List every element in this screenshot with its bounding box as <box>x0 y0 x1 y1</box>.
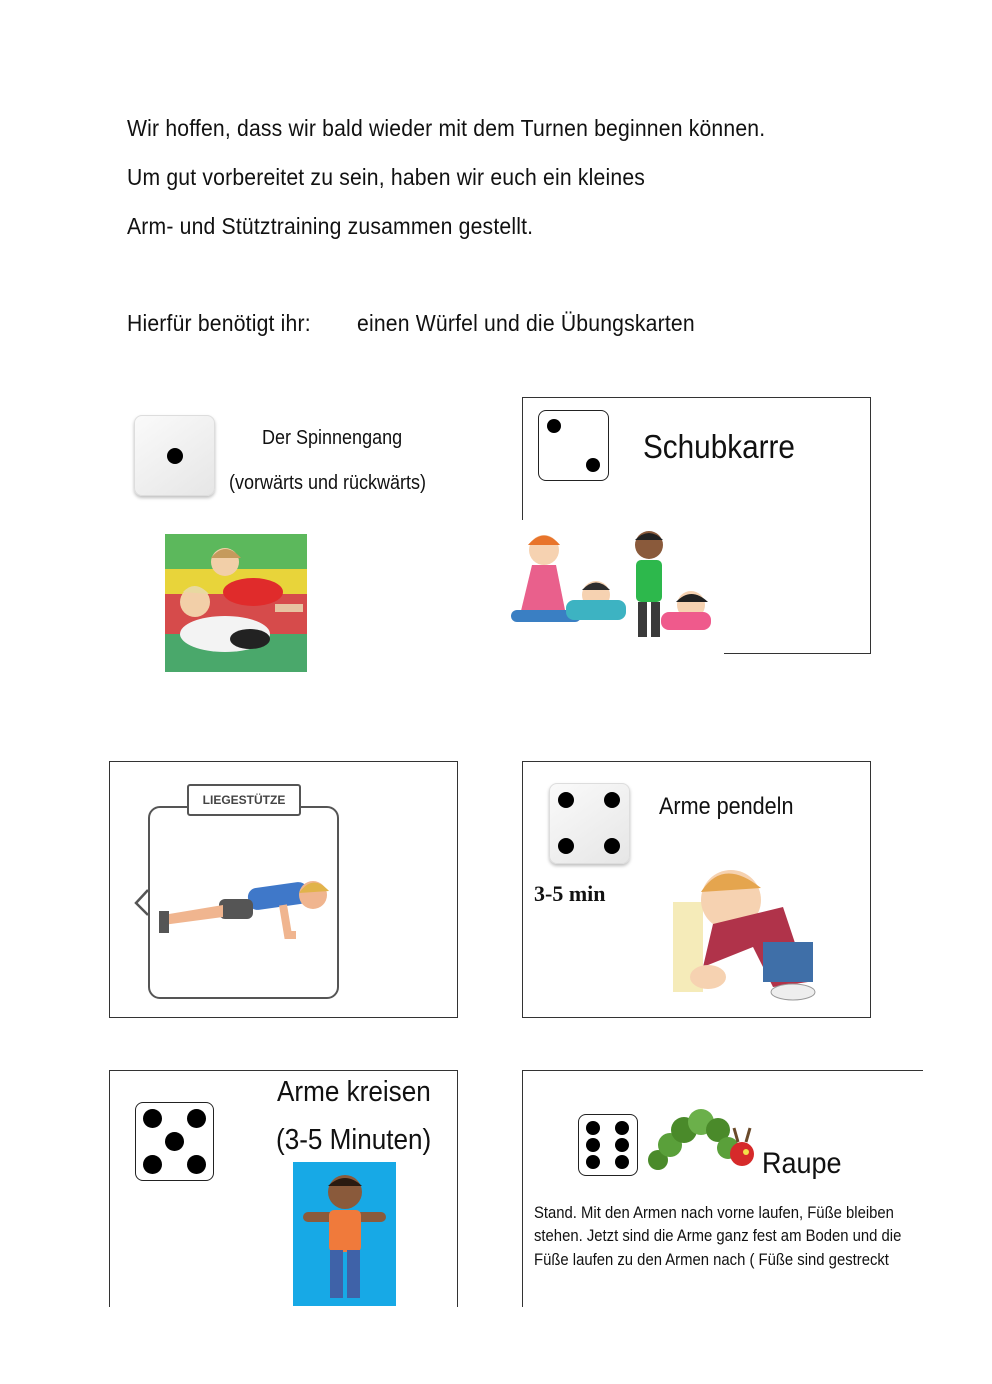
card-five-title: Arme kreisen <box>277 1076 431 1108</box>
card-one-subtitle: (vorwärts und rückwärts) <box>229 472 427 494</box>
arm-swing-illustration <box>673 862 825 1004</box>
card-three-badge: LIEGESTÜTZE <box>187 784 301 816</box>
card-four-duration: 3-5 min <box>534 881 606 906</box>
intro-line-2: Um gut vorbereitet zu sein, haben wir euch ein kleines <box>127 164 646 190</box>
card-six-desc-2: stehen. Jetzt sind die Arme ganz fest am Boden und die <box>534 1227 902 1245</box>
card-five-subtitle: (3-5 Minuten) <box>276 1124 432 1156</box>
die-five-icon <box>135 1102 214 1181</box>
caterpillar-icon <box>646 1100 756 1178</box>
die-two-icon <box>538 410 609 481</box>
card-six-desc-1: Stand. Mit den Armen nach vorne laufen, Füße bleiben <box>534 1204 894 1222</box>
wheelbarrow-illustration <box>496 520 724 655</box>
pushup-illustration <box>133 855 333 945</box>
card-one-title: Der Spinnengang <box>262 427 403 449</box>
need-label: Hierfür benötigt ihr: <box>127 310 311 336</box>
spider-walk-photo <box>165 534 307 672</box>
need-value: einen Würfel und die Übungskarten <box>357 310 695 336</box>
intro-line-3: Arm- und Stütztraining zusammen gestellt. <box>127 213 534 239</box>
card-two-title: Schubkarre <box>643 428 795 465</box>
die-six-icon <box>578 1114 638 1176</box>
die-one-icon <box>134 415 215 496</box>
card-six-desc-3: Füße laufen zu den Armen nach ( Füße sind gestreckt <box>534 1251 889 1269</box>
arm-circle-illustration <box>293 1162 396 1306</box>
card-four-title: Arme pendeln <box>659 793 794 820</box>
card-six-title: Raupe <box>762 1147 842 1180</box>
intro-line-1: Wir hoffen, dass wir bald wieder mit dem Turnen beginnen können. <box>127 115 766 141</box>
die-four-icon <box>549 783 630 864</box>
